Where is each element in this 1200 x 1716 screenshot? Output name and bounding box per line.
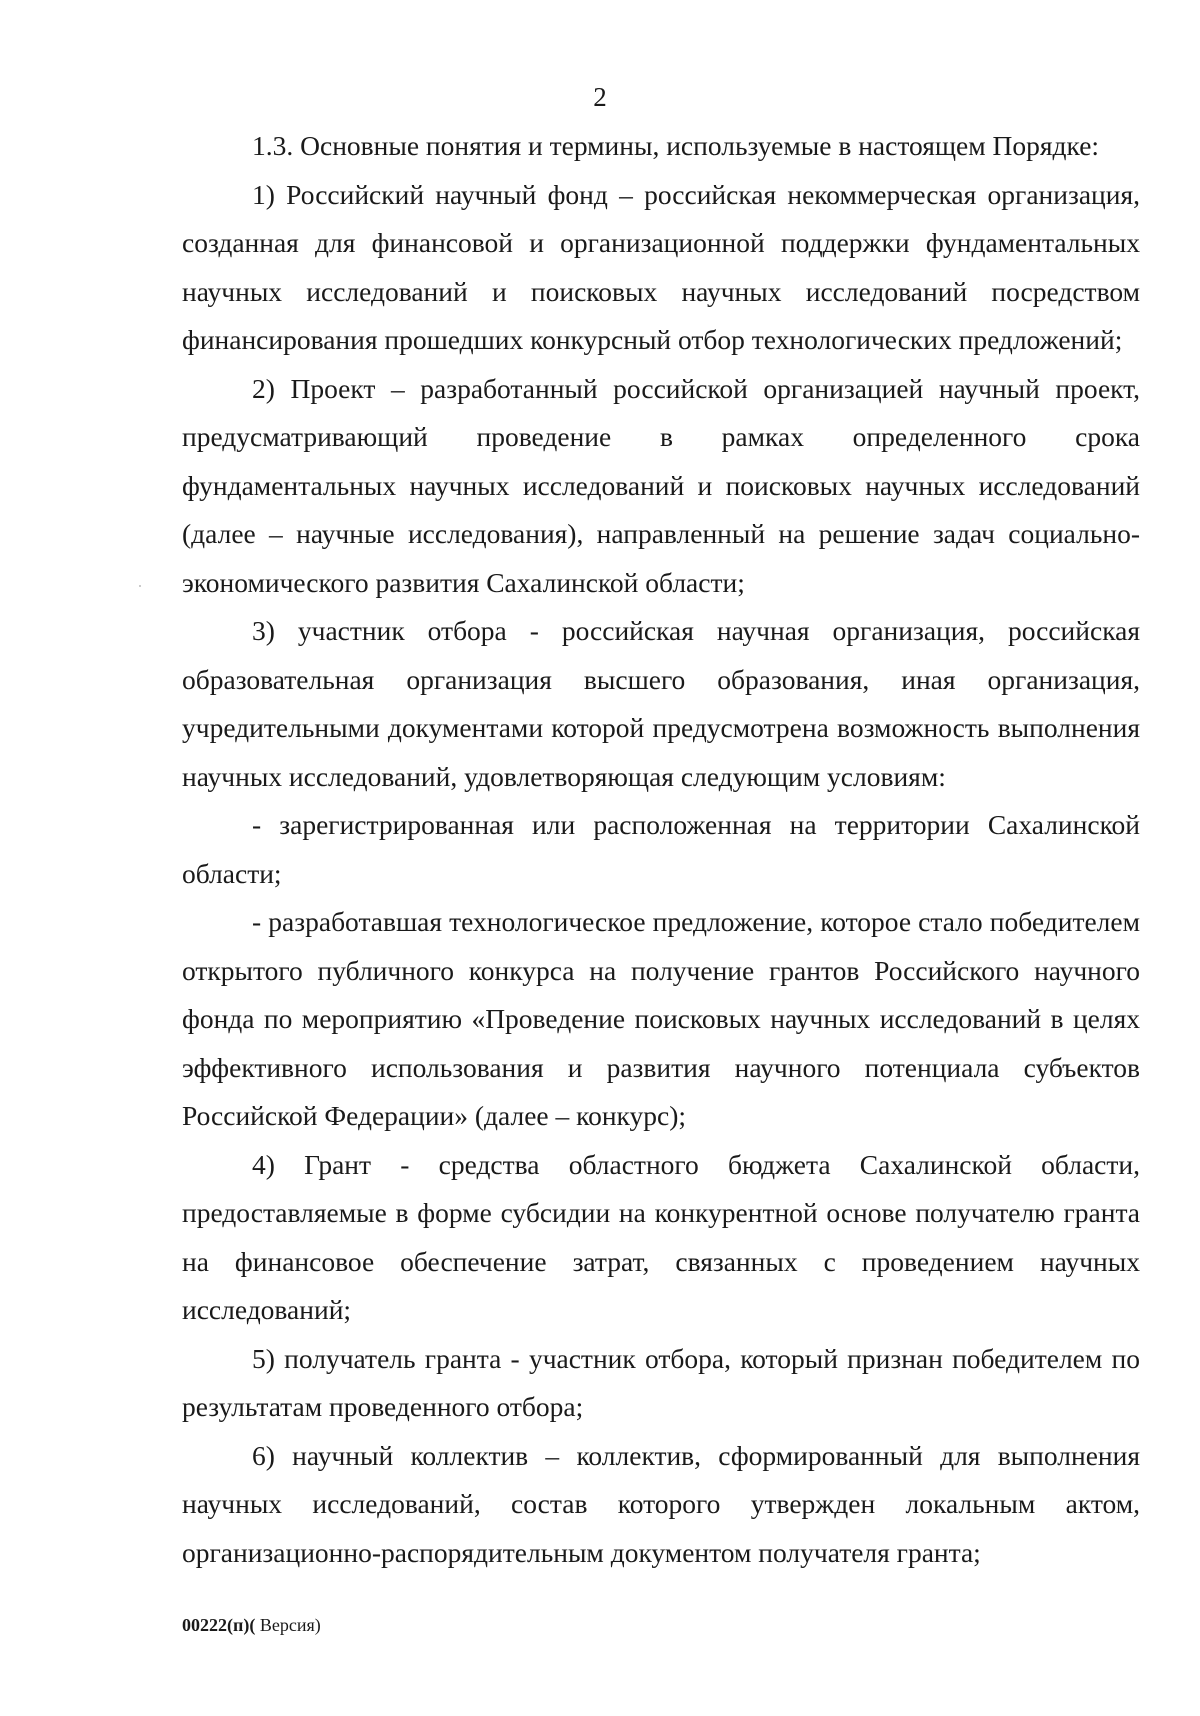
paragraph-term-3-participant: 3) участник отбора - российская научная организация, российская образовательная организация высшего образования, иная организация, учредительными документами которой предусмотрена возможность выполнения научных исследований, удовлетворяющая следующим условиям: (182, 615, 1140, 792)
footer-version: Версия) (255, 1615, 321, 1635)
paragraph-condition-proposal: - разработавшая технологическое предложение, которое стало победителем открытого публичного конкурса на получение грантов Российского научного фонда по мероприятию «Проведение поисковых научных исследований в целях эффективного использования и развития научного потенциала субъектов Российской Федерации» (далее – конкурс); (182, 906, 1140, 1131)
scan-speck (139, 585, 141, 587)
paragraph-term-4-grant: 4) Грант - средства областного бюджета Сахалинской области, предоставляемые в форме субсидии на конкурентной основе получателю гранта на финансовое обеспечение затрат, связанных с проведением научных исследований; (182, 1148, 1140, 1325)
page-number: 2 (593, 82, 607, 112)
document-body (182, 122, 1140, 1577)
paragraph-section-1-3: 1.3. Основные понятия и термины, используемые в настоящем Порядке: (252, 130, 1100, 161)
paragraph-term-1-rnf: 1) Российский научный фонд – российская некоммерческая организация, созданная для финансовой и организационной поддержки фундаментальных научных исследований и поисковых научных исследований посредством финансирования прошедших конкурсный отбор технологических предложений; (182, 178, 1140, 355)
paragraph-term-6-team: 6) научный коллектив – коллектив, сформированный для выполнения научных исследований, состав которого утвержден локальным актом, организационно-распорядительным документом получателя гранта; (182, 1439, 1140, 1568)
paragraph-term-2-project: 2) Проект – разработанный российской организацией научный проект, предусматривающий проведение в рамках определенного срока фундаментальных научных исследований и поисковых научных исследований (далее – научные исследования), направленный на решение задач социально-экономического развития Сахалинской области; (182, 372, 1140, 598)
paragraph-term-5-recipient: 5) получатель гранта - участник отбора, который признан победителем по результатам проведенного отбора; (182, 1342, 1140, 1422)
footer-code: 00222(п)( (182, 1615, 256, 1635)
document-footer-code (182, 1615, 321, 1636)
paragraph-condition-registered: - зарегистрированная или расположенная на территории Сахалинской области; (182, 809, 1140, 889)
